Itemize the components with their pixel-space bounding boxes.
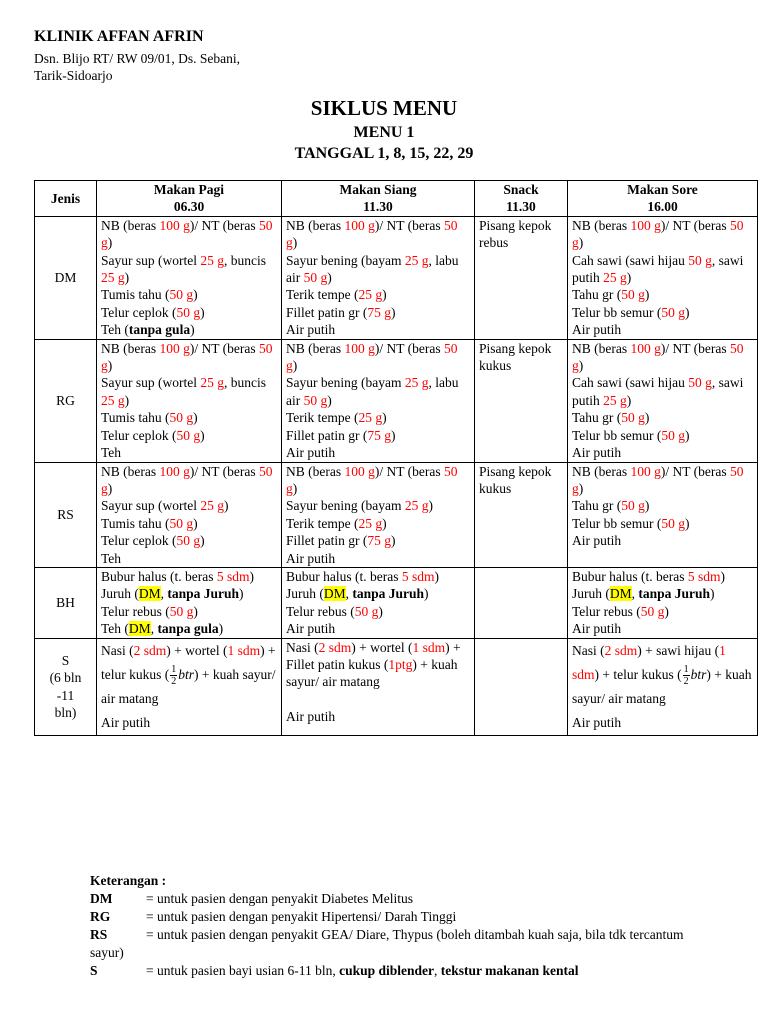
legend-title: Keterangan : <box>90 873 167 888</box>
cell-snack: Pisang kepok kukus <box>475 462 568 567</box>
header-makan-pagi <box>97 181 282 217</box>
table-row-rg <box>35 339 758 462</box>
table-row-s <box>35 638 758 735</box>
menu-item: Air putih <box>572 445 622 461</box>
menu-item: Juruh (DM, tanpa Juruh) <box>286 586 429 602</box>
header-makan-sore <box>568 181 758 217</box>
cell-snack: Pisang kepok rebus <box>475 216 568 339</box>
address-line-1: Dsn. Blijo RT/ RW 09/01, Ds. Sebani, <box>34 51 240 66</box>
menu-item: NB (beras 100 g)/ NT (beras 50 g) <box>101 463 273 496</box>
menu-item: NB (beras 100 g)/ NT (beras 50 g) <box>286 340 458 374</box>
jenis-cell: BH <box>35 567 97 638</box>
dates-title: TANGGAL 1, 8, 15, 22, 29 <box>294 145 474 162</box>
header-jenis: Jenis <box>35 181 97 217</box>
legend-item-rs: RS = untuk pasien dengan penyakit GEA/ Diare, Thypus (boleh ditambah kuah saja, bila tdk tercantum sayur) <box>90 927 684 960</box>
header-label: Makan Siang <box>339 182 417 197</box>
table-row-dm <box>35 216 758 339</box>
menu-item: Telur bb semur (50 g) <box>572 427 690 443</box>
menu-title: MENU 1 <box>353 124 415 141</box>
menu-item: Nasi (2 sdm) + sawi hijau (1 sdm) + telur kukus ( $\frac{1}{2}$ btr) + kuah sayur/ air matang <box>572 642 752 706</box>
legend-item-s: S = untuk pasien bayi usian 6-11 bln, cukup diblender, tekstur makanan kental <box>90 963 579 978</box>
cell-siang <box>282 216 475 339</box>
jenis-cell: DM <box>35 216 97 339</box>
menu-item: NB (beras 100 g)/ NT (beras 50 g) <box>286 217 458 251</box>
cell-siang <box>282 638 475 735</box>
menu-item: Sayur sup (wortel 25 g, buncis 25 g) <box>101 375 266 408</box>
table-row-bh <box>35 567 758 638</box>
cell-snack <box>475 638 568 735</box>
menu-item: Air putih <box>286 708 336 724</box>
menu-item: Telur ceplok (50 g) <box>101 304 205 320</box>
menu-item: Air putih <box>286 550 336 566</box>
menu-item: NB (beras 100 g)/ NT (beras 50 g) <box>572 463 744 496</box>
cell-pagi <box>97 567 282 638</box>
menu-item: Tumis tahu (50 g) <box>101 287 198 303</box>
cell-siang <box>282 462 475 567</box>
menu-item: NB (beras 100 g)/ NT (beras 50 g) <box>286 463 458 496</box>
menu-item: NB (beras 100 g)/ NT (beras 50 g) <box>101 217 273 251</box>
header-snack <box>475 181 568 217</box>
legend-item-rg: RG = untuk pasien dengan penyakit Hipertensi/ Darah Tinggi <box>90 909 457 924</box>
clinic-name: KLINIK AFFAN AFRIN <box>34 28 204 45</box>
menu-item: Air putih <box>572 322 622 338</box>
menu-item: Terik tempe (25 g) <box>286 287 387 303</box>
menu-item: Telur ceplok (50 g) <box>101 533 205 549</box>
menu-item: Nasi (2 sdm) + wortel (1 sdm) + Fillet patin kukus (1ptg) + kuah sayur/ air matang <box>286 639 461 690</box>
jenis-line: -11 <box>56 687 75 703</box>
cell-snack <box>475 567 568 638</box>
menu-item: Air putih <box>286 621 336 637</box>
menu-item: NB (beras 100 g)/ NT (beras 50 g) <box>572 217 744 251</box>
header-time: 16.00 <box>647 199 678 215</box>
cell-pagi <box>97 339 282 462</box>
menu-item: Tumis tahu (50 g) <box>101 410 198 426</box>
menu-item: NB (beras 100 g)/ NT (beras 50 g) <box>101 340 273 374</box>
cell-sore <box>568 339 758 462</box>
menu-item: Sayur sup (wortel 25 g) <box>101 498 229 514</box>
cell-sore <box>568 567 758 638</box>
header-time: 06.30 <box>173 199 205 215</box>
menu-item: Tahu gr (50 g) <box>572 287 650 303</box>
table-row-rs <box>35 462 758 567</box>
menu-item: Bubur halus (t. beras 5 sdm) <box>572 568 725 584</box>
clinic-address <box>34 50 240 84</box>
header-label: Snack <box>503 182 539 197</box>
menu-item: Air putih <box>572 533 622 549</box>
menu-item: Terik tempe (25 g) <box>286 410 387 426</box>
menu-item: Telur bb semur (50 g) <box>572 515 690 531</box>
menu-item: Nasi (2 sdm) + wortel (1 sdm) + telur kukus ( $\frac{1}{2}$ btr) + kuah sayur/ air matang <box>101 642 276 706</box>
cell-siang <box>282 567 475 638</box>
menu-item: Sayur sup (wortel 25 g, buncis 25 g) <box>101 252 266 286</box>
menu-item: Juruh (DM, tanpa Juruh) <box>572 586 715 602</box>
menu-item: Telur rebus (50 g) <box>101 603 198 619</box>
menu-item: Cah sawi (sawi hijau 50 g, sawi putih 25 g) <box>572 375 744 408</box>
jenis-cell: RS <box>35 462 97 567</box>
menu-item: Bubur halus (t. beras 5 sdm) <box>286 568 439 584</box>
table-header-row <box>35 181 758 217</box>
menu-item: Sayur bening (bayam 25 g, labu air 50 g) <box>286 375 459 408</box>
menu-item: Sayur bening (bayam 25 g, labu air 50 g) <box>286 252 459 286</box>
menu-item: Air putih <box>286 322 336 338</box>
cell-siang <box>282 339 475 462</box>
menu-item: Tahu gr (50 g) <box>572 410 650 426</box>
menu-table <box>34 180 758 736</box>
legend-notes <box>90 872 690 980</box>
menu-item: Juruh (DM, tanpa Juruh) <box>101 586 244 602</box>
header-label: Makan Sore <box>627 182 698 197</box>
menu-item: Cah sawi (sawi hijau 50 g, sawi putih 25 g) <box>572 252 744 286</box>
header-time: 11.30 <box>506 199 536 215</box>
menu-item: Air putih <box>286 445 336 461</box>
cell-sore <box>568 462 758 567</box>
menu-item: NB (beras 100 g)/ NT (beras 50 g) <box>572 340 744 374</box>
fraction: $\frac{1}{2}$ <box>171 663 177 687</box>
cell-pagi <box>97 216 282 339</box>
menu-item: Teh (DM, tanpa gula) <box>101 621 224 637</box>
menu-item: Telur rebus (50 g) <box>572 603 669 619</box>
jenis-cell <box>35 638 97 735</box>
menu-item: Telur rebus (50 g) <box>286 603 383 619</box>
address-line-2: Tarik-Sidoarjo <box>34 68 113 83</box>
menu-item: Tumis tahu (50 g) <box>101 515 198 531</box>
page-title: SIKLUS MENU <box>310 96 458 120</box>
menu-item: Tahu gr (50 g) <box>572 498 650 514</box>
legend-item-dm: DM = untuk pasien dengan penyakit Diabetes Melitus <box>90 891 414 906</box>
cell-sore <box>568 216 758 339</box>
menu-item: Air putih <box>572 621 622 637</box>
jenis-line: (6 bln <box>49 670 82 686</box>
menu-item: Fillet patin gr (75 g) <box>286 427 396 443</box>
menu-item: Telur ceplok (50 g) <box>101 427 205 443</box>
header-time: 11.30 <box>363 199 393 215</box>
header-makan-siang <box>282 181 475 217</box>
cell-pagi <box>97 462 282 567</box>
menu-item: Teh <box>101 550 122 566</box>
menu-item: Teh (tanpa gula) <box>101 322 195 338</box>
menu-item: Fillet patin gr (75 g) <box>286 533 396 549</box>
menu-item: Bubur halus (t. beras 5 sdm) <box>101 568 254 584</box>
menu-item: Air putih <box>572 714 622 730</box>
jenis-line: S <box>61 652 70 668</box>
cell-sore <box>568 638 758 735</box>
jenis-line: bln) <box>54 705 77 721</box>
menu-item: Teh <box>101 445 122 461</box>
menu-item: Telur bb semur (50 g) <box>572 304 690 320</box>
header-label: Makan Pagi <box>153 182 225 197</box>
cell-pagi <box>97 638 282 735</box>
cell-snack: Pisang kepok kukus <box>475 339 568 462</box>
menu-item: Sayur bening (bayam 25 g) <box>286 498 433 514</box>
menu-item: Fillet patin gr (75 g) <box>286 304 396 320</box>
fraction: $\frac{1}{2}$ <box>683 663 689 687</box>
menu-item: Terik tempe (25 g) <box>286 515 387 531</box>
menu-item: Air putih <box>101 714 151 730</box>
jenis-cell: RG <box>35 339 97 462</box>
